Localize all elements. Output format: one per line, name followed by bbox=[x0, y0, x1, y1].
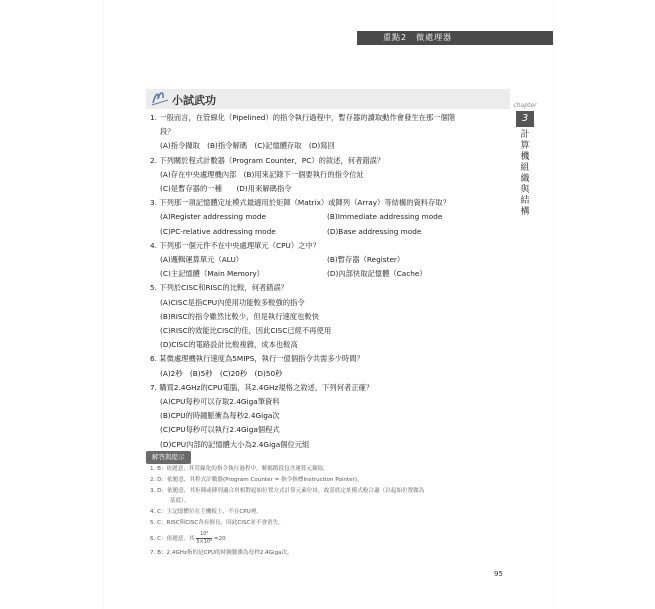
question-1-options: (A)指令擷取 (B)指令解碼 (C)記憶體存取 (D)寫回 bbox=[160, 141, 335, 151]
question-3-options-cd bbox=[150, 225, 512, 239]
option-a: (A)CISC是指CPU內使用功能較多較強的指令 bbox=[160, 297, 305, 307]
option-c: (C)主記憶體（Main Memory） bbox=[160, 269, 264, 279]
chapter-label: chapter bbox=[513, 102, 537, 109]
page-margin bbox=[0, 0, 104, 609]
option-b: (B)Immediate addressing mode bbox=[327, 212, 443, 222]
option-c: (C)RISC的效能比CISC的佳，因此CISC已經不再使用 bbox=[160, 326, 332, 336]
question-3-options-ab bbox=[150, 210, 512, 224]
chapter-title: 計算機組織與結構 bbox=[520, 130, 530, 217]
option-d: (D)內部快取記憶體（Cache） bbox=[327, 269, 427, 279]
section-logo-icon bbox=[150, 88, 172, 108]
option-b: (B)RISC的指令雖然比較少，但是執行速度也較快 bbox=[160, 311, 319, 321]
answer-2: 2. D：依題意，其程式計數器(Program Counter = 指令指標Instruction Pointer)。 bbox=[150, 476, 363, 483]
fraction-numerator: 10⁸ bbox=[196, 531, 212, 539]
answer-7: 7. B：2.4GHz指的是CPU的時鐘脈衝為每秒2.4Giga次。 bbox=[150, 549, 293, 556]
answer-3-cont: 基底）。 bbox=[170, 498, 190, 505]
option-b: (B)暫存器（Register） bbox=[327, 255, 405, 265]
option-d: (D)CISC的電路設計比較複雜，成本也較高 bbox=[160, 340, 298, 350]
running-header-title: 重點2 微處理器 bbox=[383, 33, 453, 42]
question-6-options: (A)2秒 (B)5秒 (C)20秒 (D)50秒 bbox=[160, 368, 283, 378]
answers-heading: 解答與提示 bbox=[146, 451, 191, 464]
question-2: 2. 下列關於程式計數器（Program Counter，PC）的敘述，何者錯誤？ bbox=[150, 155, 385, 165]
option-a: (A)Register addressing mode bbox=[160, 212, 267, 222]
answer-6 bbox=[150, 531, 510, 546]
question-1-cont: 段？ bbox=[160, 127, 175, 137]
answers-list bbox=[150, 464, 510, 559]
answer-4: 4. C：主記憶體位在主機板上，不在CPU裡。 bbox=[150, 509, 262, 516]
page-number: 95 bbox=[494, 570, 503, 578]
answer-5: 5. C：RISC與CISC各有擅長，因此CISC並不會消失。 bbox=[150, 519, 284, 526]
chapter-number: 3 bbox=[516, 111, 534, 127]
section-heading bbox=[146, 89, 510, 109]
answer-3: 3. D：依題意，其矩陣或陣列適合用相對起始位置方式計算元素位址，故基底定址模式較合適（以起始位置做為 bbox=[150, 487, 425, 494]
option-c: (C)PC-relative addressing mode bbox=[160, 226, 276, 236]
answer-6-result: =20 bbox=[213, 535, 226, 542]
answer-1: 1. B：依題意，其管線化的指令執行過程中，解碼階段包含運算元擷取。 bbox=[150, 466, 329, 472]
question-7: 7. 購買2.4GHz的CPU電腦，其2.4GHz規格之敘述，下列何者正確？ bbox=[150, 382, 374, 392]
question-4-options-cd bbox=[150, 267, 512, 281]
question-4: 4. 下列那一個元件不在中央處理單元（CPU）之中？ bbox=[150, 240, 321, 250]
section-title: 小試武功 bbox=[172, 94, 216, 107]
answer-6-fraction bbox=[196, 531, 212, 546]
option-a: (A)邏輯運算單元（ALU） bbox=[160, 255, 244, 265]
question-3: 3. 下列那一項記憶體定址模式最適用於矩陣（Matrix）或陣列（Array）等結構的資料存取？ bbox=[150, 198, 450, 208]
option-a: (A)CPU每秒可以存取2.4Giga筆資料 bbox=[160, 397, 280, 407]
question-1: 1. 一般而言，在管線化（Pipelined）的指令執行過程中，暫存器的讀取動作會發生在那一個階 bbox=[150, 113, 456, 122]
questions-list bbox=[150, 111, 512, 452]
option-b: (B)CPU的時鐘脈衝為每秒2.4Giga次 bbox=[160, 411, 280, 421]
fraction-denominator: 5×10⁶ bbox=[196, 538, 213, 545]
option-d: (D)Base addressing mode bbox=[327, 226, 422, 236]
option-c: (C)CPU每秒可以執行2.4Giga個程式 bbox=[160, 425, 280, 435]
question-4-options-ab bbox=[150, 253, 512, 267]
question-2-options-ab: (A)存在中央處理機內部 (B)用來記錄下一個要執行的指令位址 bbox=[160, 169, 364, 179]
answer-6-label: 6. C：依題意，其 bbox=[150, 535, 195, 542]
question-2-options-cd: (C)是暫存器的一種 (D)用來解碼指令 bbox=[160, 184, 292, 194]
question-5: 5. 下列於CISC和RISC的比較，何者錯誤？ bbox=[150, 283, 289, 293]
running-header bbox=[357, 31, 553, 45]
question-6: 6. 某微處理機執行速度為5MIPS，執行一億個指令共需多少時間？ bbox=[150, 354, 364, 364]
option-d: (D)CPU內部的記憶體大小為2.4Giga個位元組 bbox=[160, 439, 310, 449]
chapter-tab bbox=[510, 102, 540, 218]
